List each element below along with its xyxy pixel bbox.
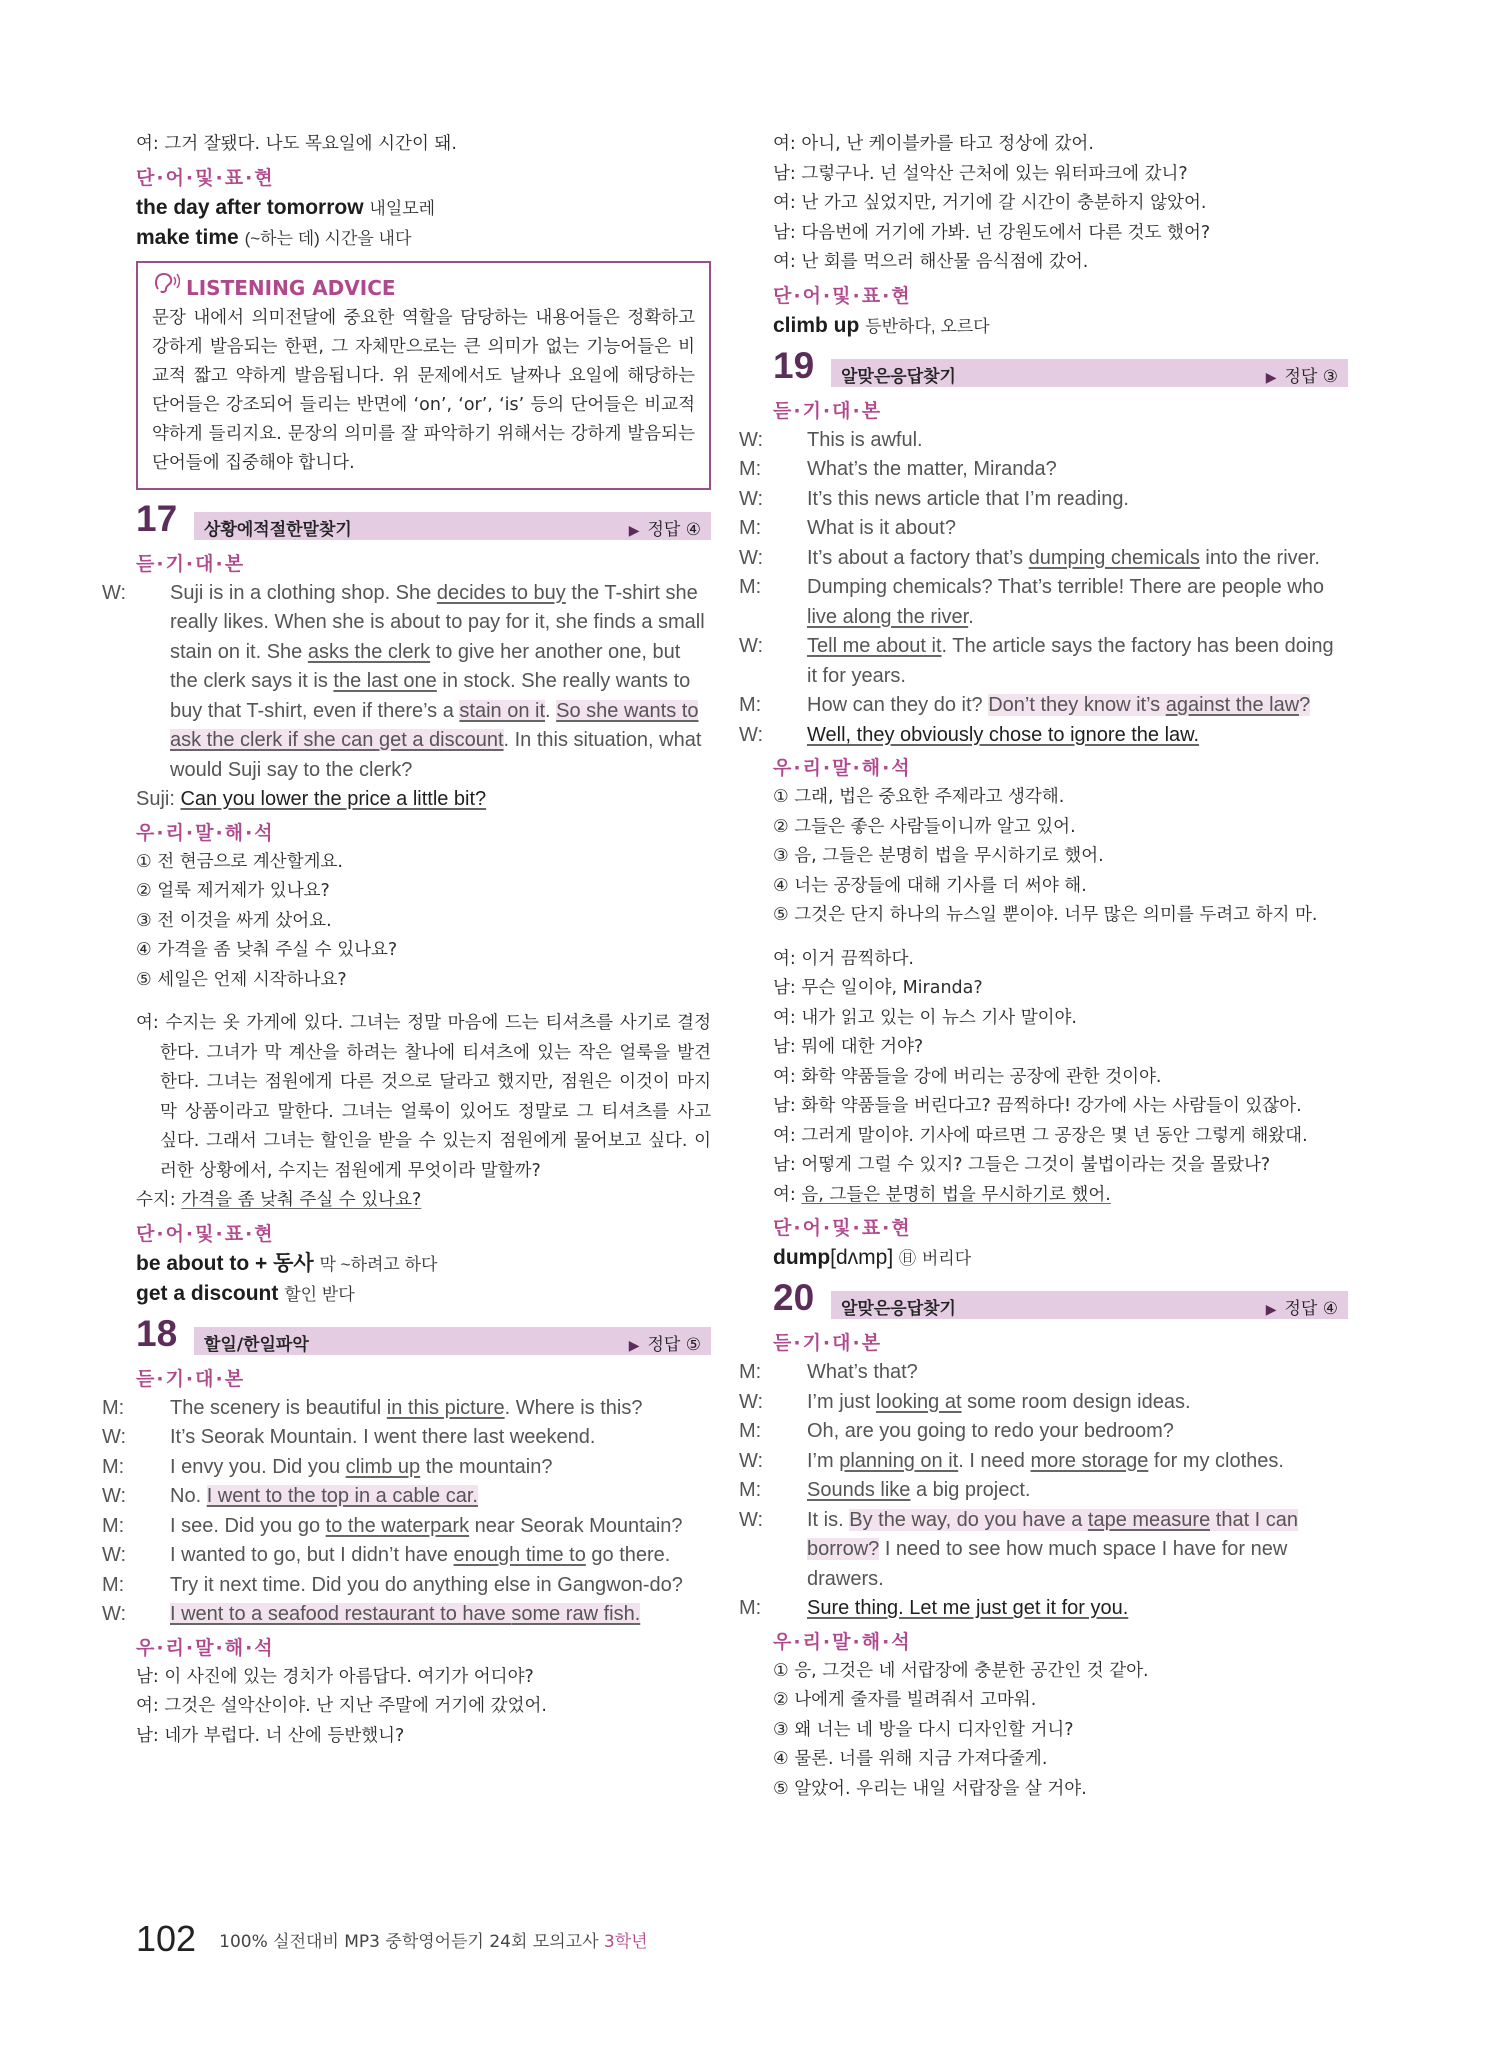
option: ④ 너는 공장들에 대해 기사를 더 써야 해.	[773, 875, 1087, 896]
korean-line: 남: 이 사진에 있는 경치가 아름답다. 여기가 어디야?	[136, 1666, 534, 1687]
ear-icon	[152, 271, 186, 300]
dialog-line: W: Well, they obviously chose to ignore the law.	[739, 723, 1200, 746]
question-type: 상황에적절한말찾기	[204, 519, 352, 540]
dialog-line: M: I envy you. Did you climb up the mountain?	[102, 1455, 553, 1478]
script-label: 듣·기·대·본	[773, 1332, 883, 1354]
dialog-line: W: This is awful.	[739, 428, 923, 451]
answer-badge: ▶ 정답 ③	[1265, 366, 1338, 387]
korean-line: 여: 화학 약품들을 강에 버리는 공장에 관한 것이야.	[773, 1066, 1162, 1087]
advice-title: LISTENING ADVICE	[152, 271, 695, 300]
option: ② 그들은 좋은 사람들이니까 알고 있어.	[773, 816, 1076, 837]
book-title: 100% 실전대비 MP3 중학영어듣기 24회 모의고사 3학년	[219, 1931, 648, 1952]
question-type: 알맞은응답찾기	[841, 1299, 956, 1319]
triangle-icon: ▶	[1265, 1302, 1277, 1318]
translation-label: 우·리·말·해·석	[136, 821, 275, 844]
dialog-line: W: I went to a seafood restaurant to have some raw fish.	[102, 1603, 641, 1625]
dialog-line: M: What’s the matter, Miranda?	[739, 458, 1057, 480]
question-number: 19	[773, 344, 815, 386]
question-type: 할일/한일파악	[204, 1334, 309, 1355]
korean-line: 여: 난 회를 먹으러 해산물 음식점에 갔어.	[773, 252, 1089, 272]
dialog-line: W: No. I went to the top in a cable car.	[102, 1485, 478, 1507]
page-footer	[136, 1918, 648, 1968]
dialog-line: M: How can they do it? Don’t they know it’s against the law?	[739, 694, 1311, 716]
vocab-item: dump[dʌmp] ㊐ 버리다	[773, 1246, 972, 1269]
listening-advice-box	[136, 261, 711, 490]
korean-line: 남: 네가 부럽다. 너 산에 등반했니?	[136, 1725, 405, 1746]
dialog-line: W: I’m planning on it. I need more storage for my clothes.	[739, 1449, 1284, 1472]
translation-label: 우·리·말·해·석	[773, 1630, 912, 1653]
question-bar	[194, 512, 711, 540]
korean-line: 여: 그것은 설악산이야. 난 지난 주말에 거기에 갔었어.	[136, 1696, 547, 1716]
option: ④ 물론. 너를 위해 지금 가져다줄게.	[773, 1749, 1048, 1769]
dialog-line: M: What’s that?	[739, 1361, 918, 1383]
vocab-item: climb up 등반하다, 오르다	[773, 313, 990, 337]
korean-line: 여: 내가 읽고 있는 이 뉴스 기사 말이야.	[773, 1007, 1077, 1028]
korean-line: 여: 이거 끔찍하다.	[773, 948, 914, 969]
vocab-item: the day after tomorrow 내일모레	[136, 195, 436, 219]
dialog-line: W: It’s about a factory that’s dumping chemicals into the river.	[739, 546, 1320, 569]
vocab-label: 단·어·및·표·현	[773, 1217, 912, 1239]
script-label: 듣·기·대·본	[136, 1367, 246, 1390]
korean-line: 여: 난 가고 싶었지만, 거기에 갈 시간이 충분하지 않았어.	[773, 193, 1207, 213]
option: ④ 가격을 좀 낮춰 주실 수 있나요?	[136, 940, 398, 960]
dialog-line: M: Try it next time. Did you do anything else in Gangwon-do?	[102, 1573, 683, 1596]
korean-line: 남: 그렇구나. 넌 설악산 근처에 있는 워터파크에 갔니?	[773, 163, 1188, 184]
answer-badge: ▶ 정답 ④	[1265, 1299, 1338, 1319]
question-header-17	[136, 497, 711, 546]
dialog-line: W: I’m just looking at some room design ideas.	[739, 1390, 1191, 1413]
question-header-19	[773, 344, 1348, 393]
dialog-line: W: I wanted to go, but I didn’t have enough time to go there.	[102, 1544, 671, 1566]
dialog-line: M: Sure thing. Let me just get it for you.	[739, 1597, 1129, 1619]
dialog-line: W: Suji is in a clothing shop. She decides to buy the T-shirt she really likes. When she is about to pay for it, she finds a small stain on it. She asks the clerk to give her another one, but the clerk says it is the last one in stock. She really wants to buy that T-shirt, even if there’s a stain on it. So she wants to ask the clerk if she can get a discount. In this situation, what would Suji say to the clerk?	[102, 581, 705, 781]
option: ② 나에게 줄자를 빌려줘서 고마워.	[773, 1690, 1037, 1710]
question-header-18	[136, 1312, 711, 1361]
answer-badge: ▶ 정답 ④	[628, 519, 701, 540]
option: ⑤ 그것은 단지 하나의 뉴스일 뿐이야. 너무 많은 의미를 두려고 하지 마.	[773, 905, 1318, 925]
dialog-line: W: It’s Seorak Mountain. I went there last weekend.	[102, 1426, 596, 1448]
option: ⑤ 세일은 언제 시작하나요?	[136, 969, 347, 990]
question-bar	[831, 359, 1348, 387]
question-header-20	[773, 1277, 1348, 1325]
vocab-item: be about to + 동사 막 ~하려고 하다	[136, 1251, 438, 1275]
option: ③ 왜 너는 네 방을 다시 디자인할 거니?	[773, 1719, 1074, 1740]
dialog-line: M: I see. Did you go to the waterpark near Seorak Mountain?	[102, 1514, 683, 1537]
option: ⑤ 알았어. 우리는 내일 서랍장을 살 거야.	[773, 1778, 1087, 1799]
vocab-label: 단·어·및·표·현	[136, 166, 275, 189]
triangle-icon: ▶	[628, 1337, 640, 1354]
dialog-line: M: What is it about?	[739, 517, 956, 539]
advice-body: 문장 내에서 의미전달에 중요한 역할을 담당하는 내용어들은 정확하고 강하게 발음되는 한편, 그 자체만으로는 큰 의미가 없는 기능어들은 비교적 짧고 약하게 발음됩니다. 위 문제에서도 날짜나 요일에 해당하는 단어들은 강조되어 들리는 반면에 ‘on’, ‘or’, ‘is’ 등의 단어들은 비교적 약하게 들리지요. 문장의 의미를 잘 파악하기 위해서는 강하게 발음되는 단어들에 집중해야 합니다.	[152, 307, 695, 473]
question-number: 20	[773, 1277, 815, 1318]
script-label: 듣·기·대·본	[136, 552, 246, 575]
korean-script: 여: 수지는 옷 가게에 있다. 그녀는 정말 마음에 드는 티셔츠를 사기로 결정한다. 그녀가 막 계산을 하려는 찰나에 티셔츠에 있는 작은 얼룩을 발견한다. 그녀는 점원에게 다른 것으로 달라고 했지만, 점원은 이것이 마지막 상품이라고 말한다. 그녀는 얼룩이 있어도 정말로 그 티셔츠를 사고 싶다. 그래서 그녀는 할인을 받을 수 있는지 점원에게 물어보고 싶다. 이러한 상황에서, 수지는 점원에게 무엇이라 말할까? 수지: 가격을 좀 낮춰 주실 수 있나요?	[136, 1013, 711, 1210]
dialog-line: M: Dumping chemicals? That’s terrible! There are people who live along the river.	[739, 576, 1324, 628]
right-column	[739, 130, 1348, 1804]
vocab-item: get a discount 할인 받다	[136, 1281, 355, 1305]
dialog-line: W: It is. By the way, do you have a tape measure that I can borrow? I need to see how much space I have for new drawers.	[739, 1508, 1299, 1590]
answer-badge: ▶ 정답 ⑤	[628, 1334, 701, 1355]
dialog-line: W: Tell me about it. The article says the factory has been doing it for years.	[739, 635, 1334, 687]
question-number: 18	[136, 1312, 178, 1354]
option: ① 응, 그것은 네 서랍장에 충분한 공간인 것 같아.	[773, 1660, 1149, 1681]
korean-line: 여: 아니, 난 케이블카를 타고 정상에 갔어.	[773, 134, 1094, 154]
dialog-line: W: It’s this news article that I’m reading.	[739, 487, 1129, 510]
question-type: 알맞은응답찾기	[841, 366, 956, 387]
korean-line: 남: 무슨 일이야, Miranda?	[773, 978, 983, 998]
dialog-line-korean: 여: 그거 잘됐다. 나도 목요일에 시간이 돼.	[136, 134, 457, 154]
translation-label: 우·리·말·해·석	[773, 757, 912, 779]
script-label: 듣·기·대·본	[773, 399, 883, 422]
korean-line: 남: 뭐에 대한 거야?	[773, 1037, 924, 1057]
question-bar	[831, 1291, 1348, 1319]
answer-line: Suji: Can you lower the price a little bit?	[136, 788, 487, 810]
page-number: 102	[136, 1918, 197, 1959]
vocab-label: 단·어·및·표·현	[773, 284, 912, 307]
korean-answer-line: 여: 음, 그들은 분명히 법을 무시하기로 했어.	[773, 1184, 1111, 1205]
korean-line: 남: 다음번에 거기에 가봐. 넌 강원도에서 다른 것도 했어?	[773, 222, 1211, 243]
translation-label: 우·리·말·해·석	[136, 1636, 275, 1659]
question-bar	[194, 1327, 711, 1355]
option: ③ 음, 그들은 분명히 법을 무시하기로 했어.	[773, 846, 1104, 866]
korean-line: 여: 그러게 말이야. 기사에 따르면 그 공장은 몇 년 동안 그렇게 해왔대.	[773, 1125, 1308, 1146]
left-column	[102, 130, 711, 1751]
korean-line: 남: 화학 약품들을 버린다고? 끔찍하다! 강가에 사는 사람들이 있잖아.	[773, 1096, 1302, 1116]
dialog-line: M: Oh, are you going to redo your bedroom?	[739, 1420, 1174, 1442]
vocab-item: make time (~하는 데) 시간을 내다	[136, 225, 412, 249]
question-number: 17	[136, 497, 178, 539]
option: ① 그래, 법은 중요한 주제라고 생각해.	[773, 787, 1065, 807]
option: ③ 전 이것을 싸게 샀어요.	[136, 910, 332, 931]
triangle-icon: ▶	[1265, 369, 1277, 386]
dialog-line: M: The scenery is beautiful in this picture. Where is this?	[102, 1396, 643, 1419]
option: ① 전 현금으로 계산할게요.	[136, 851, 343, 872]
triangle-icon: ▶	[628, 522, 640, 539]
korean-line: 남: 어떻게 그럴 수 있지? 그들은 그것이 불법이라는 것을 몰랐나?	[773, 1155, 1271, 1175]
dialog-line: M: Sounds like a big project.	[739, 1479, 1031, 1501]
vocab-label: 단·어·및·표·현	[136, 1222, 275, 1245]
option: ② 얼룩 제거제가 있나요?	[136, 881, 330, 901]
